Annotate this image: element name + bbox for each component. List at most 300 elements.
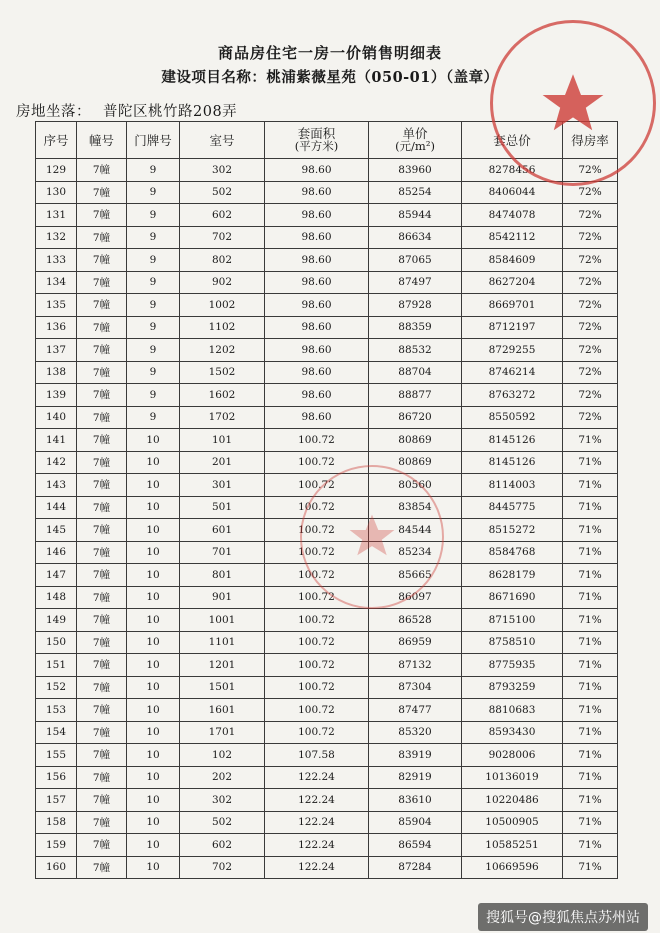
cell-door: 10 [127,474,180,497]
cell-price: 88532 [369,339,462,362]
cell-price: 85320 [369,721,462,744]
cell-total: 8715100 [462,609,563,632]
cell-room: 1702 [180,406,265,429]
cell-room: 1001 [180,609,265,632]
cell-area: 100.72 [265,676,369,699]
cell-door: 9 [127,339,180,362]
table-row [36,654,618,677]
cell-total: 8671690 [462,586,563,609]
table-row [36,676,618,699]
cell-seq: 147 [36,564,77,587]
cell-total: 8810683 [462,699,563,722]
cell-door: 10 [127,766,180,789]
table-row [36,541,618,564]
cell-total: 8628179 [462,564,563,587]
cell-room: 1002 [180,294,265,317]
cell-area: 98.60 [265,294,369,317]
table-row [36,271,618,294]
cell-door: 9 [127,204,180,227]
cell-price: 83919 [369,744,462,767]
cell-room: 1501 [180,676,265,699]
cell-door: 9 [127,294,180,317]
cell-seq: 131 [36,204,77,227]
cell-ratio: 71% [563,699,618,722]
table-row [36,586,618,609]
cell-door: 9 [127,181,180,204]
cell-building: 7幢 [77,609,127,632]
cell-ratio: 72% [563,226,618,249]
cell-ratio: 71% [563,676,618,699]
cell-price: 87497 [369,271,462,294]
cell-door: 9 [127,271,180,294]
col-room: 室号 [180,122,265,159]
cell-area: 100.72 [265,496,369,519]
cell-area: 100.72 [265,429,369,452]
cell-total: 8145126 [462,451,563,474]
cell-building: 7幢 [77,451,127,474]
cell-ratio: 72% [563,271,618,294]
cell-area: 98.60 [265,361,369,384]
cell-price: 87132 [369,654,462,677]
cell-price: 87284 [369,856,462,879]
cell-price: 80869 [369,451,462,474]
cell-total: 10500905 [462,811,563,834]
cell-room: 302 [180,789,265,812]
cell-room: 102 [180,744,265,767]
cell-building: 7幢 [77,676,127,699]
cell-room: 801 [180,564,265,587]
cell-total: 8114003 [462,474,563,497]
cell-ratio: 71% [563,541,618,564]
cell-ratio: 72% [563,316,618,339]
cell-ratio: 71% [563,834,618,857]
cell-building: 7幢 [77,271,127,294]
cell-seq: 146 [36,541,77,564]
cell-ratio: 71% [563,496,618,519]
cell-room: 602 [180,834,265,857]
table-row [36,294,618,317]
cell-area: 98.60 [265,316,369,339]
cell-area: 98.60 [265,271,369,294]
project-name: 建设项目名称：桃浦紫薇星苑（050-01）（盖章） [161,69,499,86]
cell-total: 8445775 [462,496,563,519]
cell-room: 601 [180,519,265,542]
cell-total: 10136019 [462,766,563,789]
cell-building: 7幢 [77,204,127,227]
cell-total: 8515272 [462,519,563,542]
cell-area: 98.60 [265,226,369,249]
cell-total: 9028006 [462,744,563,767]
cell-seq: 145 [36,519,77,542]
cell-price: 87928 [369,294,462,317]
table-row [36,249,618,272]
cell-area: 98.60 [265,384,369,407]
cell-ratio: 71% [563,609,618,632]
cell-room: 301 [180,474,265,497]
cell-room: 202 [180,766,265,789]
cell-total: 8669701 [462,294,563,317]
cell-door: 10 [127,856,180,879]
address-value: 普陀区桃竹路208弄 [103,104,238,120]
cell-ratio: 72% [563,294,618,317]
cell-seq: 142 [36,451,77,474]
cell-ratio: 71% [563,856,618,879]
cell-building: 7幢 [77,294,127,317]
cell-area: 100.72 [265,519,369,542]
cell-building: 7幢 [77,789,127,812]
cell-total: 8584768 [462,541,563,564]
cell-ratio: 71% [563,654,618,677]
cell-price: 87065 [369,249,462,272]
cell-door: 10 [127,744,180,767]
cell-door: 10 [127,541,180,564]
cell-total: 8278456 [462,159,563,182]
cell-door: 9 [127,226,180,249]
table-row [36,451,618,474]
cell-ratio: 72% [563,249,618,272]
cell-building: 7幢 [77,654,127,677]
cell-room: 101 [180,429,265,452]
table-row [36,339,618,362]
cell-total: 10669596 [462,856,563,879]
table-row [36,361,618,384]
cell-building: 7幢 [77,519,127,542]
price-table [35,121,618,879]
cell-building: 7幢 [77,834,127,857]
cell-ratio: 71% [563,811,618,834]
cell-seq: 153 [36,699,77,722]
table-row [36,429,618,452]
cell-price: 84544 [369,519,462,542]
table-row [36,519,618,542]
cell-price: 88359 [369,316,462,339]
cell-door: 10 [127,564,180,587]
cell-ratio: 71% [563,451,618,474]
cell-price: 86594 [369,834,462,857]
cell-area: 122.24 [265,766,369,789]
cell-seq: 130 [36,181,77,204]
table-row [36,721,618,744]
cell-seq: 157 [36,789,77,812]
cell-door: 10 [127,609,180,632]
cell-area: 100.72 [265,699,369,722]
table-body [36,159,618,879]
col-area [265,122,369,159]
cell-total: 8542112 [462,226,563,249]
cell-ratio: 71% [563,474,618,497]
cell-building: 7幢 [77,406,127,429]
cell-door: 9 [127,384,180,407]
cell-building: 7幢 [77,384,127,407]
cell-area: 122.24 [265,811,369,834]
cell-ratio: 72% [563,406,618,429]
cell-area: 100.72 [265,564,369,587]
table-header-row [36,122,618,159]
table-row [36,609,618,632]
cell-ratio: 71% [563,429,618,452]
cell-price: 86959 [369,631,462,654]
cell-seq: 139 [36,384,77,407]
cell-ratio: 71% [563,564,618,587]
cell-building: 7幢 [77,699,127,722]
cell-price: 83960 [369,159,462,182]
cell-door: 10 [127,429,180,452]
cell-building: 7幢 [77,361,127,384]
table-row [36,316,618,339]
cell-building: 7幢 [77,181,127,204]
cell-door: 10 [127,834,180,857]
table-row [36,384,618,407]
cell-price: 88877 [369,384,462,407]
cell-price: 86720 [369,406,462,429]
cell-building: 7幢 [77,811,127,834]
cell-door: 10 [127,721,180,744]
cell-seq: 134 [36,271,77,294]
cell-seq: 138 [36,361,77,384]
col-area-unit: (平方米) [294,139,339,153]
cell-total: 10220486 [462,789,563,812]
cell-price: 86634 [369,226,462,249]
cell-building: 7幢 [77,249,127,272]
cell-ratio: 71% [563,721,618,744]
cell-building: 7幢 [77,429,127,452]
cell-ratio: 72% [563,384,618,407]
cell-ratio: 71% [563,586,618,609]
cell-price: 88704 [369,361,462,384]
cell-seq: 132 [36,226,77,249]
table-row [36,496,618,519]
cell-room: 702 [180,226,265,249]
cell-room: 1201 [180,654,265,677]
cell-ratio: 71% [563,519,618,542]
cell-seq: 148 [36,586,77,609]
cell-door: 9 [127,406,180,429]
cell-room: 1602 [180,384,265,407]
address-label: 房地坐落： [16,104,91,120]
cell-seq: 144 [36,496,77,519]
cell-ratio: 71% [563,766,618,789]
cell-seq: 140 [36,406,77,429]
table-row [36,699,618,722]
cell-area: 98.60 [265,181,369,204]
cell-building: 7幢 [77,564,127,587]
cell-area: 98.60 [265,159,369,182]
table-row [36,631,618,654]
col-price-unit: (元/m²) [395,139,435,153]
cell-seq: 160 [36,856,77,879]
cell-building: 7幢 [77,316,127,339]
cell-price: 86097 [369,586,462,609]
cell-seq: 151 [36,654,77,677]
col-price-label: 单价 [402,126,428,141]
cell-building: 7幢 [77,721,127,744]
cell-price: 87477 [369,699,462,722]
cell-room: 902 [180,271,265,294]
cell-ratio: 72% [563,181,618,204]
cell-door: 10 [127,519,180,542]
table-row [36,564,618,587]
col-seq: 序号 [36,122,77,159]
cell-door: 10 [127,811,180,834]
cell-door: 10 [127,586,180,609]
cell-area: 100.72 [265,609,369,632]
cell-room: 502 [180,181,265,204]
document-title: 商品房住宅一房一价销售明细表 [217,44,442,62]
cell-area: 98.60 [265,249,369,272]
cell-area: 100.72 [265,541,369,564]
cell-building: 7幢 [77,496,127,519]
cell-door: 9 [127,249,180,272]
cell-room: 602 [180,204,265,227]
cell-area: 122.24 [265,834,369,857]
table-row [36,226,618,249]
cell-price: 80560 [369,474,462,497]
cell-total: 8758510 [462,631,563,654]
cell-total: 8584609 [462,249,563,272]
col-total: 套总价 [462,122,563,159]
table-row [36,159,618,182]
cell-building: 7幢 [77,541,127,564]
cell-price: 85944 [369,204,462,227]
cell-room: 302 [180,159,265,182]
cell-room: 501 [180,496,265,519]
table-row [36,766,618,789]
cell-door: 10 [127,654,180,677]
col-price [369,122,462,159]
cell-room: 702 [180,856,265,879]
cell-area: 100.72 [265,721,369,744]
cell-area: 107.58 [265,744,369,767]
cell-seq: 136 [36,316,77,339]
table-row [36,744,618,767]
cell-room: 1601 [180,699,265,722]
cell-area: 100.72 [265,631,369,654]
cell-seq: 158 [36,811,77,834]
cell-area: 98.60 [265,339,369,362]
cell-door: 9 [127,361,180,384]
cell-seq: 143 [36,474,77,497]
cell-ratio: 71% [563,744,618,767]
table-row [36,789,618,812]
cell-room: 1502 [180,361,265,384]
cell-room: 802 [180,249,265,272]
cell-seq: 150 [36,631,77,654]
cell-total: 8729255 [462,339,563,362]
cell-price: 85665 [369,564,462,587]
cell-area: 122.24 [265,789,369,812]
cell-total: 8775935 [462,654,563,677]
address-line [16,100,237,121]
col-area-label: 套面积 [297,126,336,141]
cell-building: 7幢 [77,159,127,182]
cell-room: 1102 [180,316,265,339]
cell-room: 1202 [180,339,265,362]
cell-door: 10 [127,451,180,474]
cell-ratio: 71% [563,789,618,812]
cell-room: 701 [180,541,265,564]
cell-ratio: 72% [563,159,618,182]
table-row [36,856,618,879]
cell-total: 8474078 [462,204,563,227]
cell-room: 502 [180,811,265,834]
cell-ratio: 72% [563,339,618,362]
cell-seq: 152 [36,676,77,699]
cell-door: 10 [127,699,180,722]
cell-area: 122.24 [265,856,369,879]
cell-price: 83854 [369,496,462,519]
col-ratio: 得房率 [563,122,618,159]
cell-seq: 129 [36,159,77,182]
cell-price: 82919 [369,766,462,789]
cell-price: 80869 [369,429,462,452]
cell-area: 100.72 [265,654,369,677]
cell-ratio: 72% [563,361,618,384]
cell-room: 1701 [180,721,265,744]
cell-door: 10 [127,496,180,519]
cell-door: 9 [127,316,180,339]
cell-door: 10 [127,676,180,699]
cell-seq: 137 [36,339,77,362]
table-row [36,204,618,227]
cell-building: 7幢 [77,339,127,362]
cell-area: 100.72 [265,451,369,474]
cell-price: 85234 [369,541,462,564]
cell-price: 86528 [369,609,462,632]
cell-total: 8793259 [462,676,563,699]
cell-door: 9 [127,159,180,182]
col-building: 幢号 [77,122,127,159]
cell-seq: 155 [36,744,77,767]
cell-total: 8763272 [462,384,563,407]
cell-seq: 149 [36,609,77,632]
cell-total: 8746214 [462,361,563,384]
cell-seq: 154 [36,721,77,744]
table-row [36,811,618,834]
cell-price: 85904 [369,811,462,834]
cell-area: 100.72 [265,474,369,497]
cell-building: 7幢 [77,586,127,609]
table-row [36,834,618,857]
cell-total: 10585251 [462,834,563,857]
cell-price: 83610 [369,789,462,812]
cell-building: 7幢 [77,744,127,767]
cell-seq: 141 [36,429,77,452]
cell-ratio: 71% [563,631,618,654]
cell-seq: 156 [36,766,77,789]
cell-room: 1101 [180,631,265,654]
table-row [36,406,618,429]
cell-room: 201 [180,451,265,474]
cell-door: 10 [127,789,180,812]
table-row [36,474,618,497]
cell-area: 98.60 [265,204,369,227]
cell-building: 7幢 [77,226,127,249]
cell-price: 87304 [369,676,462,699]
cell-ratio: 72% [563,204,618,227]
cell-total: 8712197 [462,316,563,339]
cell-area: 98.60 [265,406,369,429]
col-door: 门牌号 [127,122,180,159]
cell-price: 85254 [369,181,462,204]
watermark: 搜狐号@搜狐焦点苏州站 [478,903,648,931]
cell-seq: 159 [36,834,77,857]
cell-building: 7幢 [77,474,127,497]
cell-room: 901 [180,586,265,609]
cell-seq: 133 [36,249,77,272]
cell-building: 7幢 [77,631,127,654]
cell-seq: 135 [36,294,77,317]
cell-total: 8406044 [462,181,563,204]
